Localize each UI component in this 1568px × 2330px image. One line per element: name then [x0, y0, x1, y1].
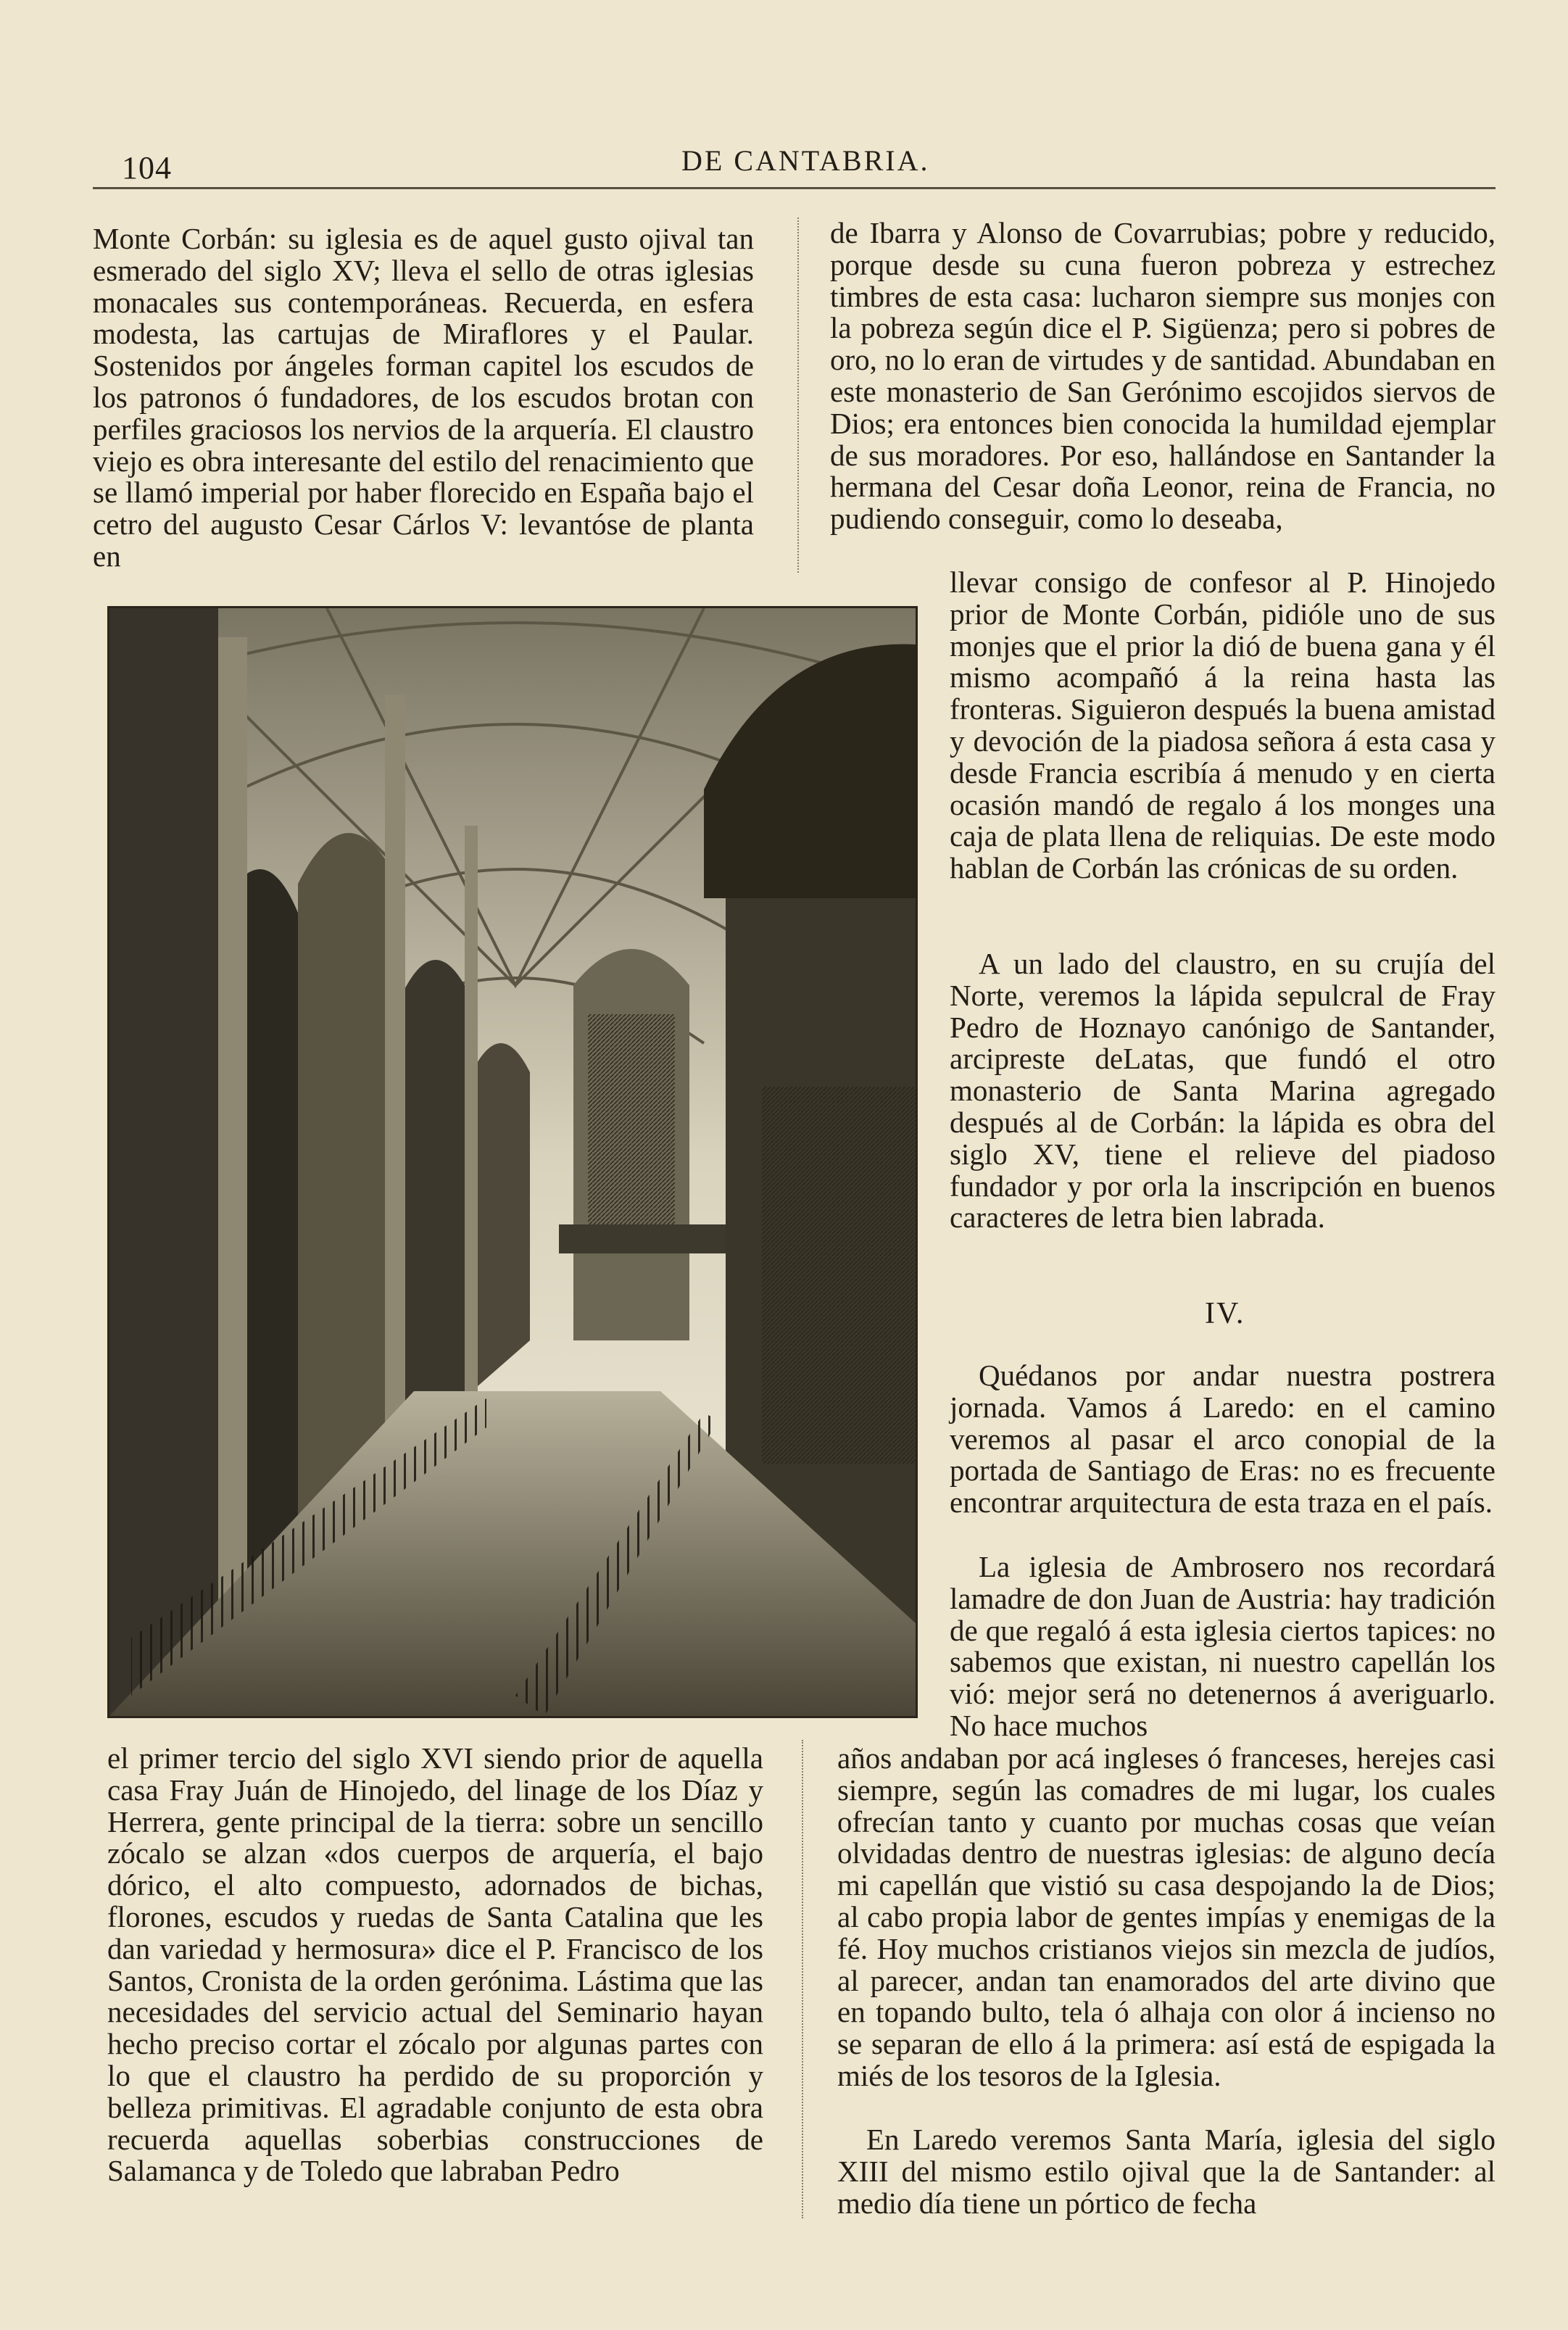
paragraph-right-bottom-1: [837, 1743, 1496, 2092]
section-heading: IV.: [1205, 1297, 1245, 1330]
text-line: de Ibarra y Alonso de Covarrubias; pobre y reducido, porque desde su cuna fueron pobreza y estrechez timbres de esta casa: lucharon siempre sus monjes con la pobreza según dice el P. Sigüenza; pero si pobres de oro, no lo eran de virtudes y de santidad. Abundaban en este monasterio de San Gerónimo escojidos siervos de Dios; era entonces bien conocida la humildad ejemplar de sus moradores. Por eso, hallándose en Santander la hermana del Cesar doña Leonor, reina de Francia, no pudiendo conseguir, como lo deseaba,: [830, 216, 1496, 536]
text-line: llevar consigo de confesor al P. Hinojedo prior de Monte Corbán, pidióle uno de sus monjes que el prior la dió de buena gana y él mismo acompañó á la reina hasta las fronteras. Siguieron después la buena amistad y devoción de la piadosa señora á esta casa y desde Francia escribía á menudo y en cierta ocasión mandó de regalo á los monges una caja de plata llena de reliquias. De este modo hablan de Corbán las crónicas de su orden.: [950, 565, 1496, 885]
running-head: [87, 138, 1501, 186]
text-line: La iglesia de Ambrosero nos recordará lamadre de don Juan de Austria: hay tradición de que regaló á esta iglesia ciertos tapices: no sabemos que existan, ni nuestro capellán los vió: mejor será no detenernos á averiguarlo. No hace muchos: [950, 1550, 1496, 1742]
paragraph-right-mid-4: [950, 1551, 1496, 1742]
running-title: DE CANTABRIA.: [681, 144, 930, 177]
paragraph-right-bottom-2: [837, 2124, 1496, 2219]
column-rule-top: [797, 217, 799, 573]
page-number: 104: [122, 150, 172, 186]
paragraph-right-mid-3: [950, 1360, 1496, 1519]
nave-engraving: [109, 608, 916, 1716]
paragraph-right-top: [830, 217, 1496, 535]
paragraph-right-mid-1: [950, 567, 1496, 884]
cathedral-nave-illustration: [107, 606, 918, 1718]
paragraph-left-top: [93, 223, 754, 573]
paragraph-left-bottom: [107, 1743, 763, 2187]
text-line: Monte Corbán: su iglesia es de aquel gusto ojival tan esmerado del siglo XV; lleva el sello de otras iglesias monacales sus contemporáneas. Recuerda, en esfera modesta, las cartujas de Miraflores y el Paular. Sostenidos por ángeles forman capitel los escudos de los patronos ó fundadores, de los escudos brotan con perfiles graciosos los nervios de la arquería. El claustro viejo es obra interesante del estilo del renacimiento que se llamó imperial por haber florecido en España bajo el cetro del augusto Cesar Cárlos V: levantóse de planta en: [93, 222, 754, 573]
text-line: En Laredo veremos Santa María, iglesia del siglo XIII del mismo estilo ojival que la de Santander: al medio día tiene un pórtico de fecha: [837, 2123, 1496, 2220]
header-rule: [93, 187, 1496, 189]
text-line: Quédanos por andar nuestra postrera jornada. Vamos á Laredo: en el camino veremos al pasar el arco conopial de la portada de Santiago de Eras: no es frecuente encontrar arquitectura de esta traza en el país.: [950, 1359, 1496, 1520]
text-line: años andaban por acá ingleses ó franceses, herejes casi siempre, según las comadres de mi lugar, los cuales ofrecían tanto y cuanto por muchas cosas que veían olvidadas dentro de nuestras iglesias: de alguno decía mi capellán que vistió su casa despojando la de Dios; al cabo propia labor de gentes impías y enemigas de la fé. Hoy muchos cristianos viejos sin mezcla de judíos, al parecer, andan tan enamorados del arte divino que en topando bulto, tela ó alhaja con olor á incienso no se separan de ello á la primera: así está de espigada la miés de los tesoros de la Iglesia.: [837, 1741, 1496, 2092]
column-rule-bottom: [802, 1740, 803, 2218]
text-line: A un lado del claustro, en su crujía del Norte, veremos la lápida sepulcral de Fray Pedro de Hoznayo canónigo de Santander, arcipreste deLatas, que fundó el otro monasterio de Santa Marina agregado después al de Corbán: la lápida es obra del siglo XV, tiene el relieve del piadoso fundador y por orla la inscripción en buenos caracteres de letra bien labrada.: [950, 947, 1496, 1235]
text-line: el primer tercio del siglo XVI siendo prior de aquella casa Fray Juán de Hinojedo, del linage de los Díaz y Herrera, gente principal de la tierra: sobre un sencillo zócalo se alzan «dos cuerpos de arquería, el bajo dórico, el alto compuesto, adornados de bichas, florones, escudos y ruedas de Santa Catalina que les dan variedad y hermosura» dice el P. Francisco de los Santos, Cronista de la orden gerónima. Lástima que las necesidades del servicio actual del Seminario hayan hecho preciso cortar el zócalo por algunas partes con lo que el claustro ha perdido de su proporción y belleza primitivas. El agradable conjunto de esta obra recuerda aquellas soberbias construcciones de Salamanca y de Toledo que labraban Pedro: [107, 1741, 763, 2188]
paragraph-right-mid-2: [950, 948, 1496, 1234]
